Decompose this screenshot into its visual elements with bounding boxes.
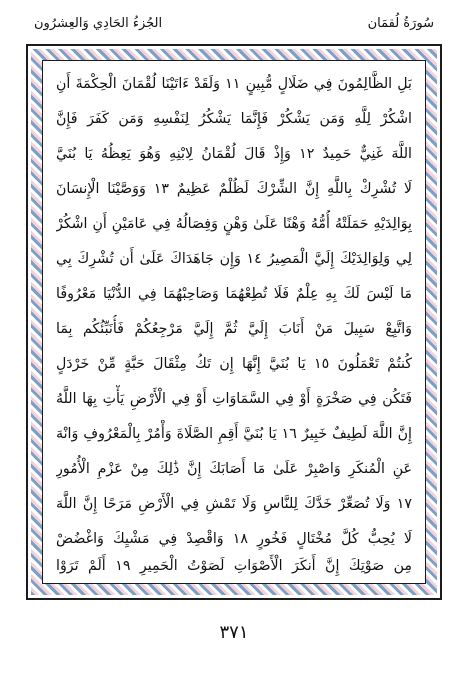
juz-header: الجُزءُ الحَادِي وَالعِشرُون [34,16,163,31]
surah-name-header: سُورَةُ لُقمَان [367,16,434,31]
text-line: إِنَّ اللَّهَ لَطِيفٌ خَبِيرٌ ١٦ يَا بُنَيَّ أَقِمِ الصَّلَاةَ وَأْمُرْ بِالْمَعْرُوفِ وَانْهَ [56,426,412,442]
text-line: لَا يُحِبُّ كُلَّ مُخْتَالٍ فَخُورٍ ١٨ وَاقْصِدْ فِي مَشْيِكَ وَاغْضُضْ [56,531,412,547]
text-line: ١٧ وَلَا تُصَعِّرْ خَدَّكَ لِلنَّاسِ وَلَا تَمْشِ فِي الْأَرْضِ مَرَحًا إِنَّ اللَّهَ [56,496,412,512]
text-line: فَتَكُن فِي صَخْرَةٍ أَوْ فِي السَّمَاوَاتِ أَوْ فِي الْأَرْضِ يَأْتِ بِهَا اللَّهُ [56,391,412,407]
text-line: اشْكُرْ لِلَّهِ وَمَن يَشْكُرْ فَإِنَّمَا يَشْكُرُ لِنَفْسِهِ وَمَن كَفَرَ فَإِنَّ [56,111,412,127]
text-line: بَلِ الظَّالِمُونَ فِي ضَلَالٍ مُّبِينٍ ١١ وَلَقَدْ ءَاتَيْنَا لُقْمَانَ الْحِكْمَةَ أَنِ [56,76,412,92]
text-line: وَاتَّبِعْ سَبِيلَ مَنْ أَنَابَ إِلَيَّ ثُمَّ إِلَيَّ مَرْجِعُكُمْ فَأُنَبِّئُكُم بِمَا [56,321,412,337]
page-number: ٣٧١ [219,622,249,643]
text-line: لِي وَلِوَالِدَيْكَ إِلَيَّ الْمَصِيرُ ١٤ وَإِن جَاهَدَاكَ عَلَىٰ أَن تُشْرِكَ بِي [56,251,412,267]
text-line: بِوَالِدَيْهِ حَمَلَتْهُ أُمُّهُ وَهْنًا عَلَىٰ وَهْنٍ وَفِصَالُهُ فِي عَامَيْنِ أَنِ اشْكُرْ [56,216,412,232]
text-area [48,66,420,578]
text-line: مَا لَيْسَ لَكَ بِهِ عِلْمٌ فَلَا تُطِعْهُمَا وَصَاحِبْهُمَا فِي الدُّنْيَا مَعْرُوفًا [56,286,412,302]
text-line: اللَّهَ غَنِيٌّ حَمِيدٌ ١٢ وَإِذْ قَالَ لُقْمَانُ لِابْنِهِ وَهُوَ يَعِظُهُ يَا بُنَيَّ [56,146,412,162]
text-line: كُنتُمْ تَعْمَلُونَ ١٥ يَا بُنَيَّ إِنَّهَا إِن تَكُ مِثْقَالَ حَبَّةٍ مِّنْ خَرْدَلٍ [56,356,412,372]
text-line: لَا تُشْرِكْ بِاللَّهِ إِنَّ الشِّرْكَ لَظُلْمٌ عَظِيمٌ ١٣ وَوَصَّيْنَا الْإِنسَانَ [56,181,412,197]
page-frame [26,44,442,600]
text-line: مِن صَوْتِكَ إِنَّ أَنكَرَ الْأَصْوَاتِ لَصَوْتُ الْحَمِيرِ ١٩ أَلَمْ تَرَوْا [56,558,412,574]
text-line: عَنِ الْمُنكَرِ وَاصْبِرْ عَلَىٰ مَا أَصَابَكَ إِنَّ ذَٰلِكَ مِنْ عَزْمِ الْأُمُورِ [56,461,412,477]
